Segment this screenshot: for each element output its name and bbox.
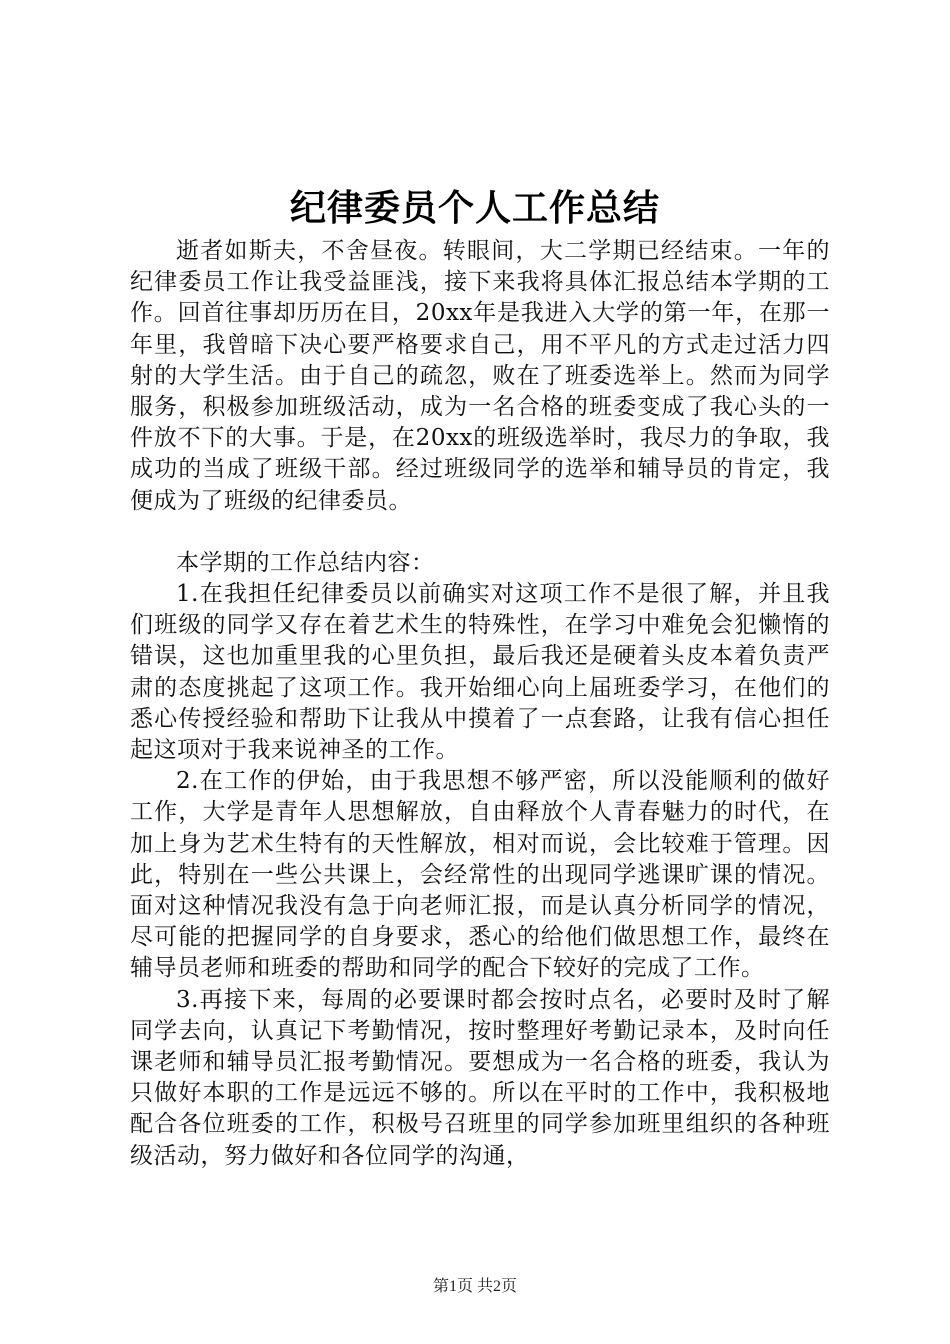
paragraph-item-1: 1.在我担任纪律委员以前确实对这项工作不是很了解，并且我们班级的同学又存在着艺术生的特殊性，在学习中难免会犯懒惰的错误，这也加重里我的心里负担，最后我还是硬着头皮本着负责严肃的态度挑起了这项工作。我开始细心向上届班委学习，在他们的悉心传授经验和帮助下让我从中摸着了一点套路，让我有信心担任起这项对于我来说神圣的工作。: [130, 581, 830, 764]
document-body: [130, 236, 830, 1172]
paragraph-intro: 逝者如斯夫，不舍昼夜。转眼间，大二学期已经结束。一年的纪律委员工作让我受益匪浅，接下来我将具体汇报总结本学期的工作。回首往事却历历在目，20xx年是我进入大学的第一年，在那一年里，我曾暗下决心要严格要求自己，用不平凡的方式走过活力四射的大学生活。由于自己的疏忽，败在了班委选举上。然而为同学服务，积极参加班级活动，成为一名合格的班委变成了我心头的一件放不下的大事。于是，在20xx的班级选举时，我尽力的争取，我成功的当成了班级干部。经过班级同学的选举和辅导员的肯定，我便成为了班级的纪律委员。: [130, 238, 830, 514]
paragraph-item-3: 3.再接下来，每周的必要课时都会按时点名，必要时及时了解同学去向，认真记下考勤情况，按时整理好考勤记录本，及时向任课老师和辅导员汇报考勤情况。要想成为一名合格的班委，我认为只做好本职的工作是远远不够的。所以在平时的工作中，我积极地配合各位班委的工作，积极号召班里的同学参加班里组织的各种班级活动，努力做好和各位同学的沟通，: [130, 986, 830, 1169]
paragraph-summary-heading: 本学期的工作总结内容：: [176, 549, 435, 576]
paragraph-item-2: 2.在工作的伊始，由于我思想不够严密，所以没能顺利的做好工作，大学是青年人思想解放，自由释放个人青春魅力的时代，在加上身为艺术生特有的天性解放，相对而说，会比较难于管理。因此，特别在一些公共课上，会经常性的出现同学逃课旷课的情况。面对这种情况我没有急于向老师汇报，而是认真分析同学的情况，尽可能的把握同学的自身要求，悉心的给他们做思想工作，最终在辅导员老师和班委的帮助和同学的配合下较好的完成了工作。: [130, 768, 830, 982]
page-number-footer: 第1页 共2页: [432, 1278, 517, 1295]
document-title: 纪律委员个人工作总结: [289, 187, 660, 229]
